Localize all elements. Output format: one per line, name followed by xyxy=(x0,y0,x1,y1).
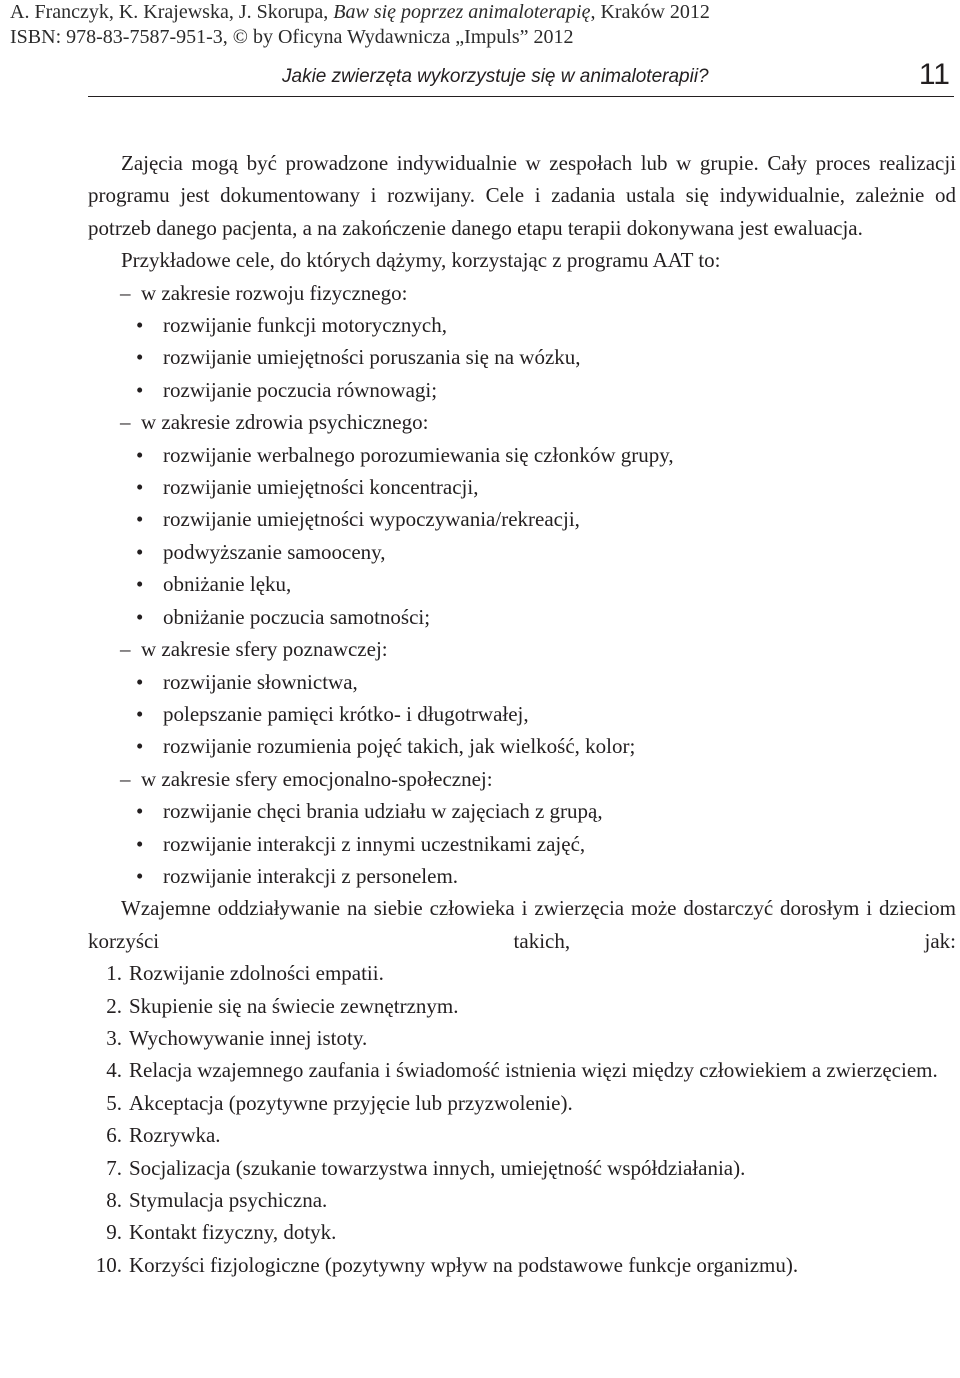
bullet-marker: • xyxy=(136,572,144,597)
goal-section-heading xyxy=(88,763,956,795)
goal-item-text: rozwijanie rozumienia pojęć takich, jak wielkość, kolor; xyxy=(163,734,636,759)
citation-header xyxy=(10,0,710,50)
page-body xyxy=(88,147,956,1281)
goal-item-text: rozwijanie werbalnego porozumiewania się członków grupy, xyxy=(163,442,674,467)
goals-intro-paragraph: Przykładowe cele, do których dążymy, korzystając z programu AAT to: xyxy=(121,248,721,273)
goal-section-heading xyxy=(88,633,956,665)
benefit-number: 9. xyxy=(106,1220,122,1245)
benefit-list-item xyxy=(88,1216,956,1248)
dash-marker: – xyxy=(120,410,131,435)
goal-list-item xyxy=(88,730,956,762)
goal-section-heading-text: w zakresie sfery emocjonalno-społecznej: xyxy=(141,766,493,791)
running-head-title: Jakie zwierzęta wykorzystuje się w animaloterapii? xyxy=(282,66,709,87)
benefit-list-item xyxy=(88,1087,956,1119)
goal-item-text: rozwijanie funkcji motorycznych, xyxy=(163,313,447,338)
goal-section-heading-text: w zakresie zdrowia psychicznego: xyxy=(141,410,429,435)
citation-line-2: ISBN: 978-83-7587-951-3, © by Oficyna Wydawnicza „Impuls” 2012 xyxy=(10,26,574,48)
bullet-marker: • xyxy=(136,669,144,694)
bullet-marker: • xyxy=(136,701,144,726)
goal-list-item xyxy=(88,601,956,633)
benefit-list-item xyxy=(88,1054,956,1086)
goal-list-item xyxy=(88,698,956,730)
benefit-text: Kontakt fizyczny, dotyk. xyxy=(129,1220,337,1245)
bullet-marker: • xyxy=(136,604,144,629)
goal-list-item xyxy=(88,795,956,827)
goal-item-text: rozwijanie umiejętności wypoczywania/rekreacji, xyxy=(163,507,580,532)
goal-section-heading-text: w zakresie rozwoju fizycznego: xyxy=(141,280,408,305)
benefit-list-item xyxy=(88,1022,956,1054)
goal-list-item xyxy=(88,666,956,698)
goal-item-text: obniżanie lęku, xyxy=(163,572,292,597)
goal-list-item xyxy=(88,471,956,503)
benefit-text: Rozwijanie zdolności empatii. xyxy=(129,961,384,986)
goal-list-item xyxy=(88,536,956,568)
dash-marker: – xyxy=(120,637,131,662)
goal-item-text: rozwijanie słownictwa, xyxy=(163,669,358,694)
goal-item-text: podwyższanie samooceny, xyxy=(163,539,386,564)
bullet-marker: • xyxy=(136,539,144,564)
benefit-number: 2. xyxy=(106,993,122,1018)
goal-list-item xyxy=(88,568,956,600)
goal-item-text: obniżanie poczucia samotności; xyxy=(163,604,431,629)
benefit-number: 10. xyxy=(95,1252,122,1277)
bullet-marker: • xyxy=(136,831,144,856)
goal-section-heading xyxy=(88,406,956,438)
goal-item-text: rozwijanie chęci brania udziału w zajęciach z grupą, xyxy=(163,799,603,824)
benefit-text: Akceptacja (pozytywne przyjęcie lub przyzwolenie). xyxy=(129,1090,573,1115)
intro-paragraph: Zajęcia mogą być prowadzone indywidualnie w zespołach lub w grupie. Cały proces realizacji programu jest dokumentowany i rozwijany. Cele i zadania ustala się indywidualnie, zależnie od potrzeb danego pacjenta, a na zakończenie danego etapu terapii dokonywana jest ewaluacja. xyxy=(88,151,956,240)
benefit-text: Socjalizacja (szukanie towarzystwa innych, umiejętność współdziałania). xyxy=(129,1155,746,1180)
goals-list xyxy=(88,277,956,893)
benefit-number: 8. xyxy=(106,1188,122,1212)
benefit-text: Stymulacja psychiczna. xyxy=(129,1188,328,1212)
benefit-number: 3. xyxy=(106,1025,122,1050)
goal-list-item xyxy=(88,439,956,471)
goal-list-item xyxy=(88,503,956,535)
benefit-number: 4. xyxy=(106,1058,122,1083)
goal-item-text: rozwijanie interakcji z innymi uczestnikami zajęć, xyxy=(163,831,586,856)
running-head xyxy=(88,56,954,97)
citation-book-title: Baw się poprzez animaloterapię xyxy=(333,1,591,23)
page-number: 11 xyxy=(918,58,950,91)
citation-place-year: , Kraków 2012 xyxy=(590,1,710,23)
dash-marker: – xyxy=(120,766,131,791)
bullet-marker: • xyxy=(136,799,144,824)
benefits-intro-paragraph: Wzajemne oddziaływanie na siebie człowieka i zwierzęcia może dostarczyć dorosłym i dzieciom korzyści takich, jak: xyxy=(88,896,956,953)
bullet-marker: • xyxy=(136,507,144,532)
goal-item-text: polepszanie pamięci krótko- i długotrwałej, xyxy=(163,701,529,726)
benefit-text: Wychowywanie innej istoty. xyxy=(129,1025,368,1050)
goal-item-text: rozwijanie umiejętności koncentracji, xyxy=(163,475,479,500)
goal-list-item xyxy=(88,828,956,860)
goal-list-item xyxy=(88,341,956,373)
benefit-number: 6. xyxy=(106,1123,122,1148)
goal-section-heading-text: w zakresie sfery poznawczej: xyxy=(141,637,388,662)
benefit-number: 7. xyxy=(106,1155,122,1180)
bullet-marker: • xyxy=(136,475,144,500)
benefit-list-item xyxy=(88,1184,956,1216)
goal-item-text: rozwijanie interakcji z personelem. xyxy=(163,863,459,888)
bullet-marker: • xyxy=(136,442,144,467)
goal-section-heading xyxy=(88,277,956,309)
dash-marker: – xyxy=(120,280,131,305)
bullet-marker: • xyxy=(136,377,144,402)
goal-list-item xyxy=(88,374,956,406)
bullet-marker: • xyxy=(136,863,144,888)
benefit-list-item xyxy=(88,1249,956,1281)
bullet-marker: • xyxy=(136,313,144,338)
citation-authors: A. Franczyk, K. Krajewska, J. Skorupa, xyxy=(10,1,334,23)
citation-line-1 xyxy=(10,0,710,25)
goal-list-item xyxy=(88,860,956,892)
bullet-marker: • xyxy=(136,734,144,759)
benefit-number: 5. xyxy=(106,1090,122,1115)
goal-list-item xyxy=(88,309,956,341)
benefit-list-item xyxy=(88,1152,956,1184)
goal-item-text: rozwijanie umiejętności poruszania się na wózku, xyxy=(163,345,581,370)
benefit-text: Korzyści fizjologiczne (pozytywny wpływ na podstawowe funkcje organizmu). xyxy=(129,1252,799,1277)
bullet-marker: • xyxy=(136,345,144,370)
benefit-text: Relacja wzajemnego zaufania i świadomość istnienia więzi między człowiekiem a zwierzęciem. xyxy=(129,1058,938,1083)
benefit-list-item xyxy=(88,1119,956,1151)
benefits-list xyxy=(88,957,956,1281)
benefit-text: Rozrywka. xyxy=(129,1123,221,1148)
benefit-number: 1. xyxy=(106,961,122,986)
benefit-text: Skupienie się na świecie zewnętrznym. xyxy=(129,993,459,1018)
goal-item-text: rozwijanie poczucia równowagi; xyxy=(163,377,438,402)
benefit-list-item xyxy=(88,957,956,989)
benefit-list-item xyxy=(88,990,956,1022)
